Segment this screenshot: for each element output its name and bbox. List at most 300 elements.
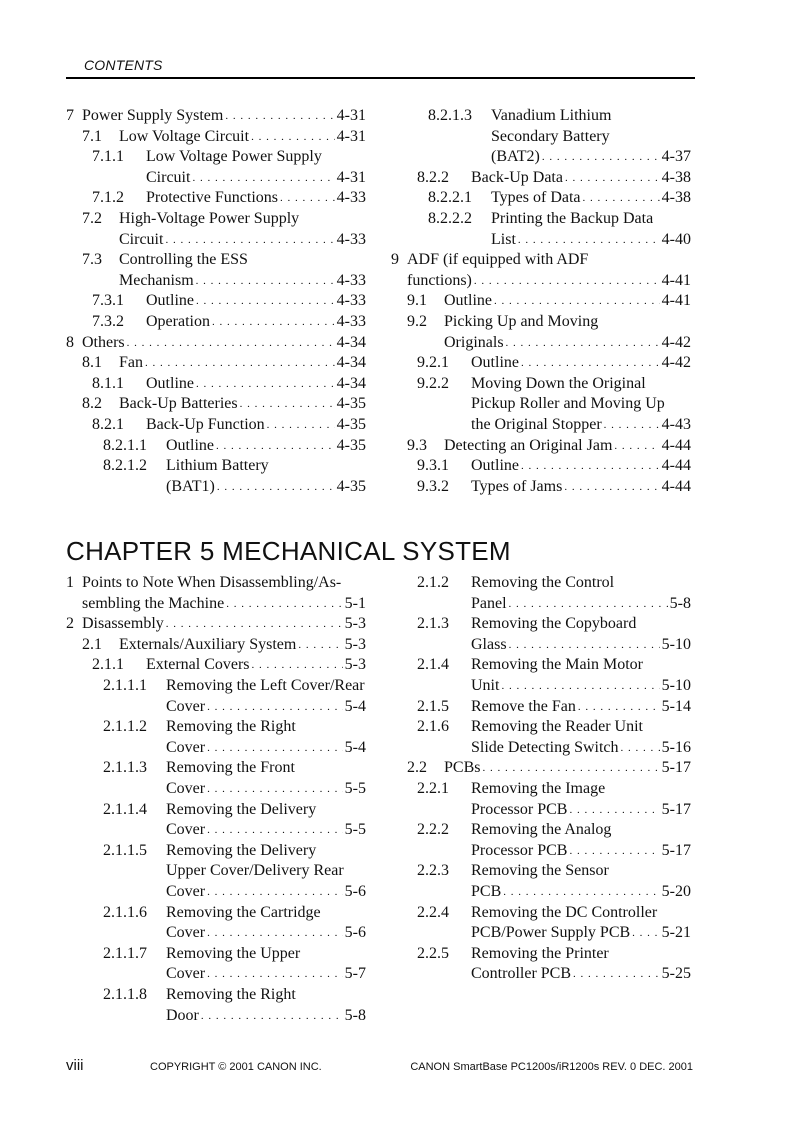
toc-entry-title: Printing the Backup Data xyxy=(491,210,654,227)
toc-entry-page: 4-34 xyxy=(336,354,366,372)
toc-entry-title: Removing the Analog xyxy=(471,821,612,839)
toc-entry xyxy=(82,635,366,656)
dot-leader xyxy=(564,477,659,498)
toc-entry-number: 8.1.1 xyxy=(92,374,124,392)
toc-entry-title: Outline xyxy=(444,292,492,310)
dot-leader xyxy=(578,697,660,718)
toc-entry-page: 4-37 xyxy=(661,148,691,166)
toc-entry xyxy=(119,230,366,251)
toc-entry-page: 5-8 xyxy=(344,1006,366,1024)
toc-entry-number: 2.1.1.5 xyxy=(103,841,147,859)
toc-entry-page: 5-3 xyxy=(344,635,366,653)
toc-entry-number: 7.3 xyxy=(82,251,102,269)
toc-entry-title: Controller PCB xyxy=(471,965,572,983)
toc-entry-title: Removing the Reader Unit xyxy=(471,718,643,736)
toc-entry-title: Removing the Sensor xyxy=(471,862,609,880)
toc-entry-number: 9 xyxy=(391,251,399,269)
toc-entry-title: Slide Detecting Switch xyxy=(471,738,619,756)
toc-entry-title: Removing the Left Cover/Rear xyxy=(166,677,365,694)
toc-entry-page: 4-41 xyxy=(661,292,691,310)
toc-entry-number: 2 xyxy=(66,615,74,633)
dot-leader xyxy=(614,436,659,457)
toc-entry-number: 7.1.1 xyxy=(92,148,124,166)
dot-leader xyxy=(207,882,343,903)
toc-entry xyxy=(166,861,366,882)
toc-entry-number: 2.1.4 xyxy=(417,656,449,674)
dot-leader xyxy=(604,415,660,436)
toc-entry-number: 8.1 xyxy=(82,354,102,372)
toc-entry-title: Outline xyxy=(146,374,194,392)
toc-entry-page: 4-33 xyxy=(336,271,366,289)
toc-entry-number: 2.1.1.7 xyxy=(103,944,147,962)
toc-entry xyxy=(471,394,691,415)
toc-entry-number: 2.2.1 xyxy=(417,780,449,797)
toc-entry-title: Externals/Auxiliary System xyxy=(119,635,297,653)
toc-entry-page: 5-16 xyxy=(661,738,691,756)
toc-entry-page: 4-40 xyxy=(661,230,691,248)
toc-entry-number: 8.2.2.1 xyxy=(428,189,472,207)
toc-entry xyxy=(103,436,366,457)
toc-entry-title: Controlling the ESS xyxy=(119,251,248,269)
toc-entry xyxy=(417,353,691,374)
toc-entry xyxy=(417,168,691,189)
toc-entry-number: 9.2.2 xyxy=(417,374,449,392)
toc-entry-number: 2.1.1.3 xyxy=(103,759,147,777)
toc-entry xyxy=(166,882,366,903)
toc-entry-number: 7.1.2 xyxy=(92,189,124,207)
toc-entry-title: Cover xyxy=(166,965,206,983)
toc-entry-title: Vanadium Lithium xyxy=(491,107,612,124)
header-rule xyxy=(66,77,695,79)
toc-entry-number: 2.1.1.4 xyxy=(103,800,147,818)
toc-entry xyxy=(407,271,691,292)
toc-entry-number: 7.1 xyxy=(82,127,102,145)
toc-entry-number: 2.1.1.6 xyxy=(103,903,147,921)
toc-entry xyxy=(166,779,366,800)
toc-entry-page: 4-44 xyxy=(661,436,691,454)
toc-entry xyxy=(92,147,366,168)
dot-leader xyxy=(509,635,660,656)
toc-entry xyxy=(417,697,691,718)
toc-entry-page: 4-35 xyxy=(336,416,366,433)
toc-entry-number: 7.3.2 xyxy=(92,313,124,330)
toc-entry-number: 2.2.3 xyxy=(417,862,449,880)
toc-entry xyxy=(166,820,366,841)
toc-entry xyxy=(103,456,366,477)
toc-entry-page: 5-20 xyxy=(661,883,691,900)
toc-entry xyxy=(146,168,366,189)
toc-entry-number: 2.2.5 xyxy=(417,944,449,962)
toc-entry-page: 4-44 xyxy=(661,477,691,495)
toc-entry xyxy=(428,106,691,127)
toc-entry-title: Removing the Right xyxy=(166,718,296,736)
toc-entry-title: Remove the Fan xyxy=(471,697,576,715)
toc-entry-page: 4-42 xyxy=(661,333,691,351)
dot-leader xyxy=(252,655,343,676)
dot-leader xyxy=(267,415,335,436)
dot-leader xyxy=(542,147,660,168)
dot-leader xyxy=(298,635,342,656)
toc-entry xyxy=(66,614,366,635)
toc-entry-title: Upper Cover/Delivery Rear xyxy=(166,862,344,880)
toc-entry-page: 4-31 xyxy=(336,127,366,145)
toc-entry-title: Unit xyxy=(471,677,500,694)
running-header: CONTENTS xyxy=(84,57,163,73)
dot-leader xyxy=(494,291,660,312)
toc-entry-title: Fan xyxy=(119,354,143,372)
dot-leader xyxy=(565,168,660,189)
dot-leader xyxy=(207,779,343,800)
toc-entry xyxy=(428,188,691,209)
dot-leader xyxy=(217,477,335,498)
toc-entry-title: Originals xyxy=(444,333,504,351)
toc-entry xyxy=(407,312,691,333)
toc-entry xyxy=(66,333,366,354)
toc-entry xyxy=(66,106,366,127)
toc-entry xyxy=(417,717,691,738)
toc-entry-page: 4-35 xyxy=(336,395,366,413)
toc-entry xyxy=(407,758,691,779)
toc-entry xyxy=(103,841,366,862)
toc-entry xyxy=(471,635,691,656)
toc-entry-title: Cover xyxy=(166,924,206,942)
chapter-heading: CHAPTER 5 MECHANICAL SYSTEM xyxy=(66,536,511,566)
toc-entry-page: 4-33 xyxy=(336,189,366,207)
toc-entry-title: Processor PCB xyxy=(471,841,568,859)
toc-entry xyxy=(491,230,691,251)
dot-leader xyxy=(506,333,660,354)
toc-entry-number: 2.1.1.2 xyxy=(103,718,147,736)
toc-entry-title: Low Voltage Power Supply xyxy=(146,148,322,166)
toc-entry-page: 5-5 xyxy=(344,780,366,797)
toc-entry-title: Lithium Battery xyxy=(166,457,269,475)
toc-entry-number: 8.2.2.2 xyxy=(428,210,472,227)
toc-entry-page: 5-25 xyxy=(661,965,691,983)
toc-entry-page: 5-21 xyxy=(661,924,691,942)
dot-leader xyxy=(251,127,335,148)
toc-entry xyxy=(103,800,366,821)
toc-entry-page: 4-31 xyxy=(336,107,366,124)
toc-entry xyxy=(166,738,366,759)
toc-entry xyxy=(166,697,366,718)
toc-entry-title: High-Voltage Power Supply xyxy=(119,210,300,227)
toc-entry-number: 2.1.1.8 xyxy=(103,986,147,1003)
dot-leader xyxy=(196,291,335,312)
toc-entry-number: 9.3 xyxy=(407,436,427,454)
toc-entry xyxy=(103,944,366,965)
toc-entry xyxy=(471,882,691,903)
toc-entry-page: 4-38 xyxy=(661,189,691,207)
dot-leader xyxy=(192,168,334,189)
toc-entry xyxy=(417,477,691,498)
toc-entry-number: 9.2.1 xyxy=(417,354,449,372)
toc-entry xyxy=(92,312,366,333)
dot-leader xyxy=(632,923,660,944)
dot-leader xyxy=(212,312,335,333)
toc-entry-title: (BAT2) xyxy=(491,148,540,166)
toc-entry-page: 4-44 xyxy=(661,457,691,475)
toc-entry-title: Removing the Image xyxy=(471,780,606,797)
toc-entry-title: External Covers xyxy=(146,656,250,674)
toc-entry-number: 2.1.3 xyxy=(417,615,449,633)
toc-entry-title: Removing the Control xyxy=(471,574,615,591)
toc-entry-title: Glass xyxy=(471,635,507,653)
toc-entry-number: 2.1 xyxy=(82,635,102,653)
toc-entry xyxy=(471,594,691,615)
toc-entry-title: Processor PCB xyxy=(471,800,568,818)
toc-entry-page: 4-38 xyxy=(661,168,691,186)
toc-entry-title: Outline xyxy=(471,354,519,372)
toc-entry-number: 2.1.1.1 xyxy=(103,677,147,694)
toc-entry xyxy=(166,1006,366,1027)
toc-entry-title: Cover xyxy=(166,738,206,756)
dot-leader xyxy=(196,374,335,395)
toc-entry-number: 2.2.2 xyxy=(417,821,449,839)
toc-entry-title: PCBs xyxy=(444,759,481,777)
toc-entry xyxy=(428,209,691,230)
dot-leader xyxy=(196,271,335,292)
toc-entry-number: 8.2.1 xyxy=(92,416,124,433)
toc-entry-title: Points to Note When Disassembling/As- xyxy=(82,574,342,591)
toc-entry-number: 8.2.1.3 xyxy=(428,107,472,124)
toc-entry xyxy=(166,964,366,985)
toc-entry xyxy=(444,333,691,354)
toc-entry-page: 4-41 xyxy=(661,271,691,289)
toc-entry xyxy=(82,250,366,271)
toc-entry-number: 2.1.6 xyxy=(417,718,449,736)
toc-entry-number: 8.2.1.2 xyxy=(103,457,147,475)
toc-entry xyxy=(417,861,691,882)
toc-entry-title: Removing the Upper xyxy=(166,944,301,962)
toc-entry-page: 5-17 xyxy=(661,841,691,859)
toc-entry xyxy=(407,291,691,312)
toc-entry-page: 4-42 xyxy=(661,354,691,372)
toc-entry-page: 4-35 xyxy=(336,477,366,495)
dot-leader xyxy=(501,676,659,697)
toc-entry-title: Back-Up Function xyxy=(146,416,265,433)
toc-entry-page: 5-7 xyxy=(344,965,366,983)
toc-entry-page: 5-14 xyxy=(661,697,691,715)
manual-identifier: CANON SmartBase PC1200s/iR1200s REV. 0 DEC. 2001 xyxy=(410,1061,693,1073)
toc-entry-title: Cover xyxy=(166,821,206,839)
toc-entry-title: Removing the Main Motor xyxy=(471,656,643,674)
toc-entry-page: 5-5 xyxy=(344,821,366,839)
toc-entry xyxy=(82,594,366,615)
toc-entry-title: Back-Up Data xyxy=(471,168,563,186)
toc-entry-title: Circuit xyxy=(119,230,164,248)
toc-entry-page: 5-4 xyxy=(344,697,366,715)
toc-entry-title: Low Voltage Circuit xyxy=(119,127,250,145)
toc-entry-title: Removing the Delivery xyxy=(166,800,317,818)
toc-entry-title: Moving Down the Original xyxy=(471,374,646,392)
toc-entry-page: 4-33 xyxy=(336,230,366,248)
toc-entry-title: Removing the Copyboard xyxy=(471,615,637,633)
dot-leader xyxy=(216,436,335,457)
toc-entry-number: 7 xyxy=(66,107,74,124)
toc-entry-page: 4-34 xyxy=(336,333,366,351)
toc-entry xyxy=(166,923,366,944)
toc-entry-page: 5-3 xyxy=(344,656,366,674)
toc-entry xyxy=(407,436,691,457)
toc-entry xyxy=(491,127,691,148)
toc-entry xyxy=(103,903,366,924)
toc-entry-number: 1 xyxy=(66,574,74,591)
dot-leader xyxy=(207,738,343,759)
toc-entry xyxy=(417,614,691,635)
toc-entry xyxy=(417,374,691,395)
toc-entry xyxy=(166,477,366,498)
toc-entry xyxy=(471,676,691,697)
toc-entry-title: Power Supply System xyxy=(82,107,224,124)
toc-entry-page: 5-1 xyxy=(344,594,366,612)
toc-entry-page: 5-10 xyxy=(661,677,691,694)
dot-leader xyxy=(166,614,343,635)
toc-entry xyxy=(119,271,366,292)
dot-leader xyxy=(621,738,660,759)
toc-entry xyxy=(82,209,366,230)
toc-entry-number: 8.2 xyxy=(82,395,102,413)
dot-leader xyxy=(503,882,659,903)
toc-entry-title: sembling the Machine xyxy=(82,594,225,612)
toc-entry xyxy=(417,903,691,924)
toc-entry xyxy=(103,717,366,738)
toc-entry xyxy=(92,655,366,676)
toc-entry xyxy=(417,655,691,676)
dot-leader xyxy=(521,456,660,477)
toc-entry-number: 2.1.2 xyxy=(417,574,449,591)
dot-leader xyxy=(569,841,659,862)
toc-entry-page: 5-17 xyxy=(661,800,691,818)
toc-entry xyxy=(103,676,366,697)
toc-entry-number: 2.2.4 xyxy=(417,903,449,921)
toc-entry-title: Removing the Right xyxy=(166,986,296,1003)
toc-entry xyxy=(92,374,366,395)
toc-entry-number: 8.2.2 xyxy=(417,168,449,186)
toc-entry-title: Mechanism xyxy=(119,271,194,289)
page-number: viii xyxy=(66,1057,84,1074)
toc-entry-title: Protective Functions xyxy=(146,189,278,207)
dot-leader xyxy=(226,594,342,615)
dot-leader xyxy=(145,353,335,374)
toc-entry xyxy=(491,147,691,168)
toc-entry-page: 5-10 xyxy=(661,635,691,653)
toc-entry-title: Removing the Front xyxy=(166,759,295,777)
toc-entry-title: Cover xyxy=(166,697,206,715)
toc-entry-page: 5-3 xyxy=(344,615,366,633)
toc-entry-title: Outline xyxy=(146,292,194,310)
toc-entry xyxy=(471,738,691,759)
toc-entry-number: 2.1.1 xyxy=(92,656,124,674)
dot-leader xyxy=(207,923,343,944)
dot-leader xyxy=(207,964,343,985)
toc-entry-number: 8.2.1.1 xyxy=(103,436,147,454)
toc-entry-title: Others xyxy=(82,333,125,351)
toc-entry xyxy=(417,573,691,594)
toc-entry-title: PCB/Power Supply PCB xyxy=(471,924,631,942)
toc-entry xyxy=(471,415,691,436)
toc-entry-title: PCB xyxy=(471,883,502,900)
toc-entry-number: 9.1 xyxy=(407,292,427,310)
toc-entry xyxy=(417,820,691,841)
toc-entry-title: Types of Data xyxy=(491,189,581,207)
dot-leader xyxy=(127,333,335,354)
toc-entry-page: 5-6 xyxy=(344,924,366,942)
dot-leader xyxy=(165,230,334,251)
toc-entry xyxy=(417,944,691,965)
toc-entry-page: 5-17 xyxy=(661,759,691,777)
toc-entry xyxy=(103,758,366,779)
toc-entry-number: 9.3.2 xyxy=(417,477,449,495)
toc-entry-page: 4-43 xyxy=(661,416,691,433)
toc-entry-number: 8 xyxy=(66,333,74,351)
dot-leader xyxy=(474,271,660,292)
toc-entry-title: the Original Stopper xyxy=(471,416,602,433)
toc-entry-title: List xyxy=(491,230,516,248)
dot-leader xyxy=(521,353,660,374)
toc-entry-title: (BAT1) xyxy=(166,477,215,495)
dot-leader xyxy=(509,594,668,615)
toc-entry-page: 4-33 xyxy=(336,292,366,310)
dot-leader xyxy=(573,964,660,985)
toc-entry-title: Panel xyxy=(471,594,507,612)
toc-entry-title: Picking Up and Moving xyxy=(444,313,599,330)
toc-entry xyxy=(471,964,691,985)
dot-leader xyxy=(207,697,343,718)
toc-entry-title: Operation xyxy=(146,313,210,330)
dot-leader xyxy=(240,394,335,415)
toc-entry-page: 5-4 xyxy=(344,738,366,756)
toc-entry xyxy=(82,394,366,415)
dot-leader xyxy=(583,188,660,209)
toc-entry-title: functions) xyxy=(407,271,472,289)
toc-entry-page: 5-6 xyxy=(344,883,366,900)
toc-entry xyxy=(103,985,366,1006)
toc-entry xyxy=(92,415,366,436)
toc-entry-title: Secondary Battery xyxy=(491,127,610,145)
toc-entry-number: 9.3.1 xyxy=(417,457,449,475)
dot-leader xyxy=(518,230,660,251)
toc-entry-title: Pickup Roller and Moving Up xyxy=(471,395,665,413)
toc-entry-title: Disassembly xyxy=(82,615,164,633)
toc-entry xyxy=(66,573,366,594)
dot-leader xyxy=(201,1006,343,1027)
toc-entry xyxy=(92,291,366,312)
toc-entry-title: Removing the DC Controller xyxy=(471,903,658,921)
toc-entry-title: Cover xyxy=(166,883,206,900)
toc-entry-title: Circuit xyxy=(146,168,191,186)
toc-entry-number: 7.3.1 xyxy=(92,292,124,310)
toc-entry-page: 4-31 xyxy=(336,168,366,186)
toc-entry-title: Detecting an Original Jam xyxy=(444,436,613,454)
toc-entry xyxy=(391,250,691,271)
dot-leader xyxy=(225,106,334,127)
toc-entry xyxy=(82,353,366,374)
toc-entry-number: 7.2 xyxy=(82,210,102,227)
toc-entry xyxy=(471,800,691,821)
toc-entry xyxy=(417,779,691,800)
toc-entry xyxy=(471,841,691,862)
toc-entry-title: Door xyxy=(166,1006,199,1024)
toc-entry xyxy=(82,127,366,148)
dot-leader xyxy=(207,820,343,841)
toc-entry-title: Cover xyxy=(166,780,206,797)
toc-entry-number: 2.1.5 xyxy=(417,697,449,715)
toc-entry-page: 4-34 xyxy=(336,374,366,392)
toc-entry xyxy=(471,923,691,944)
dot-leader xyxy=(482,758,659,779)
toc-entry-page: 5-8 xyxy=(669,594,691,612)
toc-entry-title: Outline xyxy=(471,457,519,475)
